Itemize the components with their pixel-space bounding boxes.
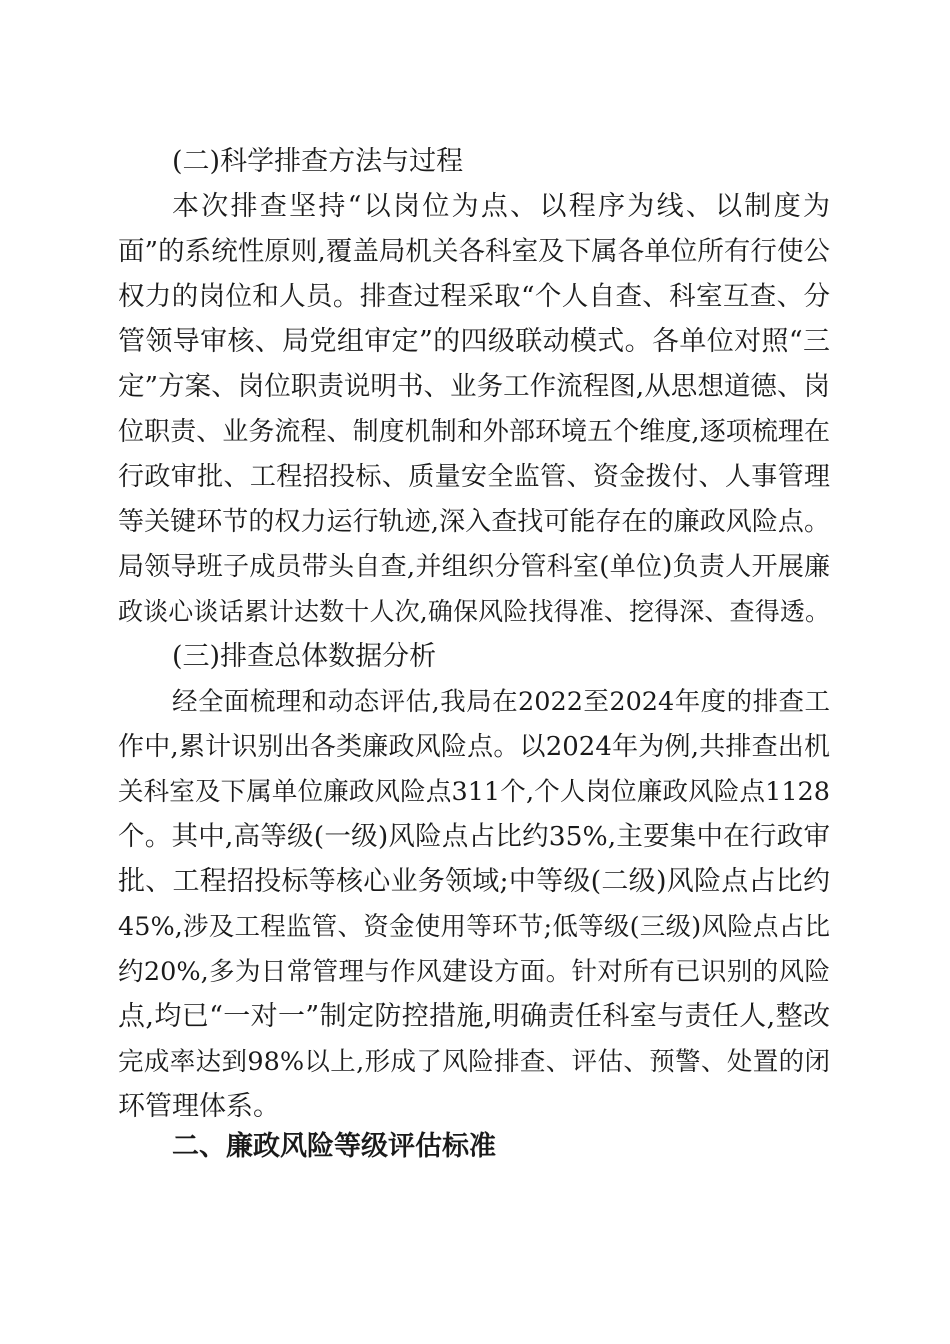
paragraph-line: 局领导班子成员带头自查,并组织分管科室(单位)负责人开展廉 [118,552,830,582]
paragraph-line: 环管理体系。 [118,1091,280,1122]
paragraph-line: 作中,累计识别出各类廉政风险点。以2024年为例,共排查出机 [118,732,830,762]
chapter-heading: 二、廉政风险等级评估标准 [172,1131,496,1162]
paragraph-line: 关科室及下属单位廉政风险点311个,个人岗位廉政风险点1128 [118,777,830,807]
paragraph-line: 定”方案、岗位职责说明书、业务工作流程图,从思想道德、岗 [118,371,830,402]
paragraph-line: 45%,涉及工程监管、资金使用等环节;低等级(三级)风险点占比 [118,912,830,942]
paragraph-line: 批、工程招投标等核心业务领域;中等级(二级)风险点占比约 [118,866,830,897]
paragraph-line: 个。其中,高等级(一级)风险点占比约35%,主要集中在行政审 [118,821,830,852]
section-heading-data-analysis: (三)排查总体数据分析 [172,641,437,672]
paragraph-line: 完成率达到98%以上,形成了风险排查、评估、预警、处置的闭 [118,1047,830,1077]
paragraph-line: 约20%,多为日常管理与作风建设方面。针对所有已识别的风险 [118,957,830,987]
paragraph-line: 政谈心谈话累计达数十人次,确保风险找得准、挖得深、查得透。 [118,597,830,626]
paragraph-line: 位职责、业务流程、制度机制和外部环境五个维度,逐项梳理在 [118,417,830,447]
section-heading-method: (二)科学排查方法与过程 [172,146,464,177]
paragraph-line: 管领导审核、局党组审定”的四级联动模式。各单位对照“三 [118,326,830,357]
paragraph-line: 面”的系统性原则,覆盖局机关各科室及下属各单位所有行使公 [118,236,830,267]
paragraph-line: 本次排查坚持“以岗位为点、以程序为线、以制度为 [172,191,830,222]
paragraph-line: 经全面梳理和动态评估,我局在2022至2024年度的排查工 [172,687,830,717]
paragraph-line: 等关键环节的权力运行轨迹,深入查找可能存在的廉政风险点。 [118,507,830,537]
paragraph-line: 行政审批、工程招投标、质量安全监管、资金拨付、人事管理 [118,462,830,492]
paragraph-line: 权力的岗位和人员。排查过程采取“个人自查、科室互查、分 [118,281,830,312]
paragraph-line: 点,均已“一对一”制定防控措施,明确责任科室与责任人,整改 [118,1001,830,1032]
